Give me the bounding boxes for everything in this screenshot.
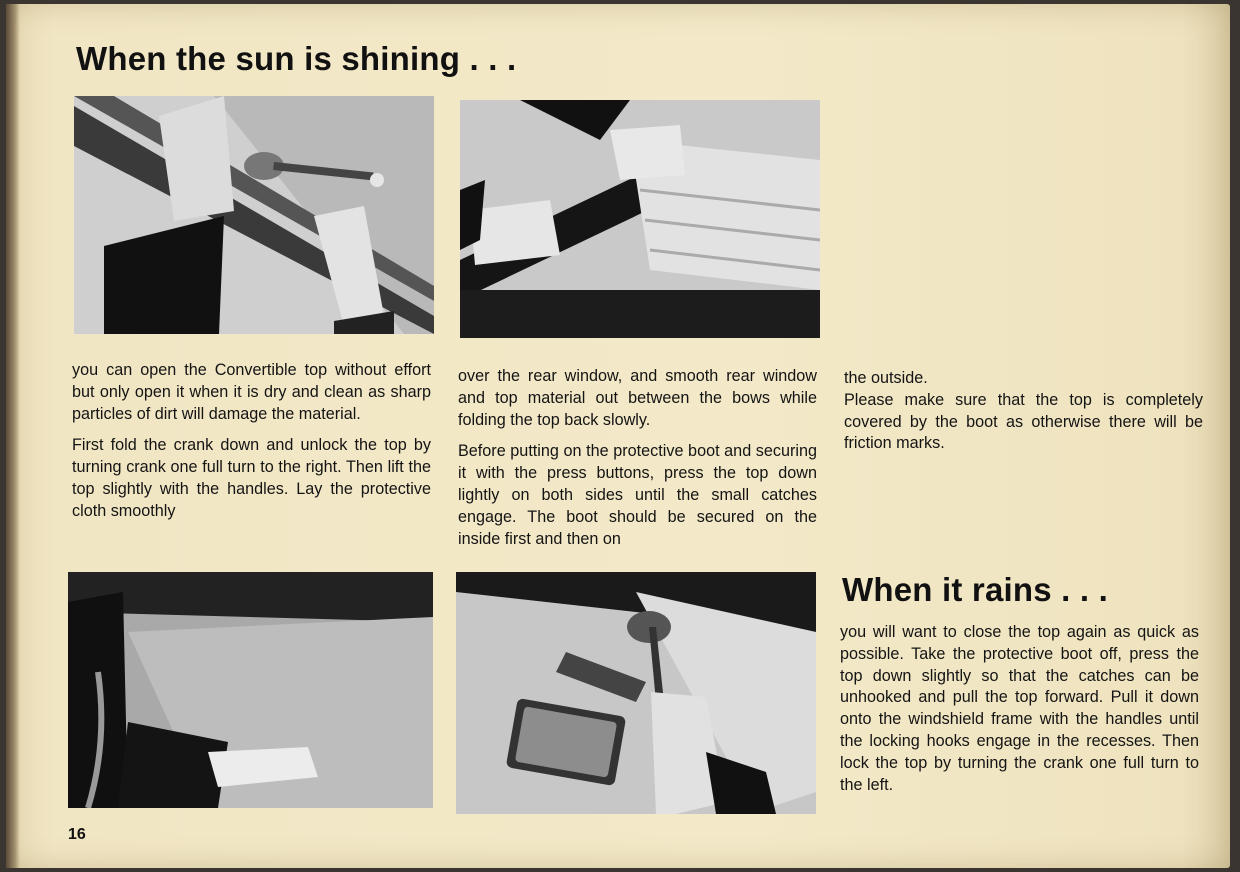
photo-smoothing-boot: [68, 572, 433, 808]
column-2-text: [458, 366, 817, 560]
column-1-text: [72, 360, 431, 533]
paragraph: First fold the crank down and unlock the top by turning crank one full turn to the right. Then lift the top slightly with the handles. Lay the protective cloth smoothly: [72, 436, 431, 520]
paragraph: you can open the Convertible top without effort but only open it when it is dry and clean as sharp particles of dirt will damage the material.: [72, 361, 431, 423]
photo-unlock-crank: [74, 96, 434, 334]
photo-folding-top: [460, 100, 820, 338]
heading-sun-shining: When the sun is shining . . .: [76, 40, 517, 77]
column-3-text: [844, 368, 1203, 465]
page-binding: [6, 4, 20, 868]
paragraph: Please make sure that the top is completely covered by the boot as otherwise there will be friction marks.: [844, 390, 1203, 453]
rain-text: [840, 622, 1199, 806]
paragraph: you will want to close the top again as quick as possible. Take the protective boot off, press the top down slightly so that the catches can be unhooked and pull the top forward. Pull it down onto the windshield frame with the handles until the locking hooks engage in the recesses. Then lock the top by turning the crank one full turn to the left.: [840, 623, 1199, 794]
paragraph: the outside.: [844, 369, 928, 387]
paragraph: over the rear window, and smooth rear window and top material out between the bows while folding the top back slowly.: [458, 367, 817, 429]
heading-when-it-rains: When it rains . . .: [842, 571, 1108, 608]
photo-crank-mirror: [456, 572, 816, 814]
paragraph: Before putting on the protective boot and securing it with the press buttons, press the top down lightly on both sides until the small catches engage. The boot should be secured on the inside first and then on: [458, 442, 817, 548]
page-number: 16: [68, 826, 86, 843]
